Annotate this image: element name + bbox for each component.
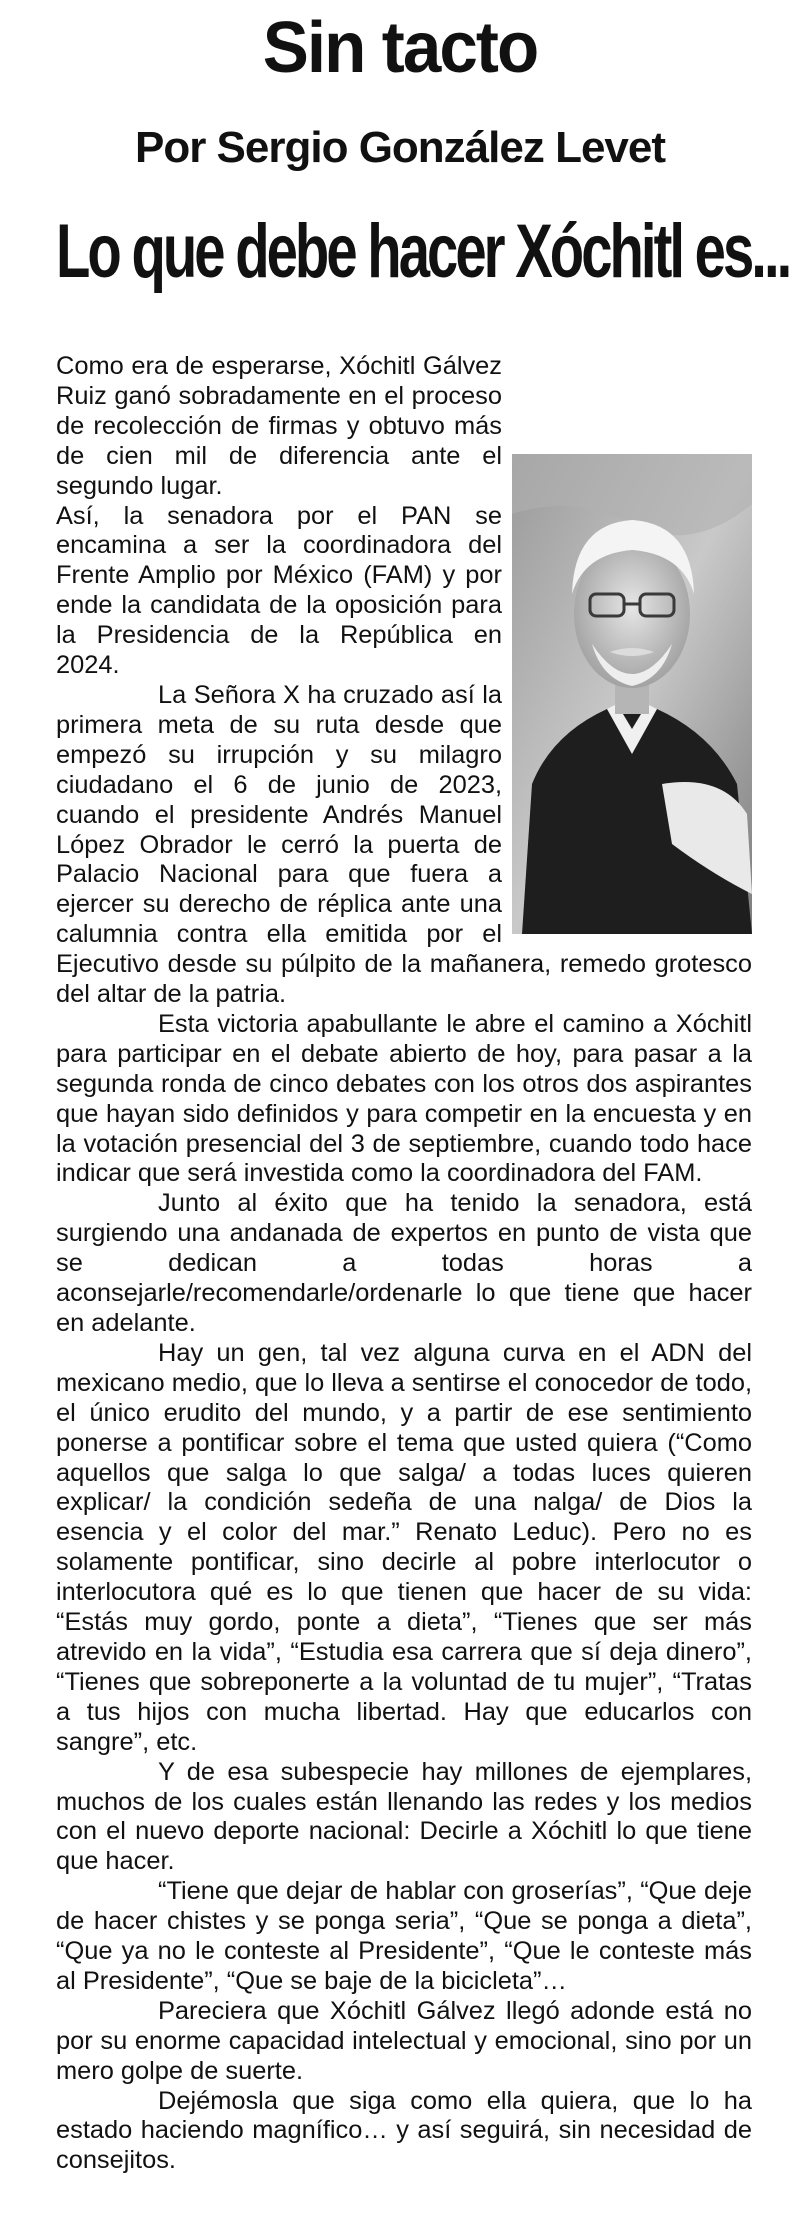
paragraph: Esta victoria apabullante le abre el camino a Xóchitl para participar en el debate abierto de hoy, para pasar a la segunda ronda de cinco debates con los otros dos aspirantes que hayan sido definidos y para competir en la encuesta y en la votación presencial del 3 de septiembre, cuando todo hace indicar que será investida como la coordinadora del FAM. — [56, 1009, 752, 1188]
paragraph: Y de esa subespecie hay millones de ejemplares, muchos de los cuales están llenando las redes y los medios con el nuevo deporte nacional: Decirle a Xóchitl lo que tiene que hacer. — [56, 1757, 752, 1876]
paragraph: “Tiene que dejar de hablar con groserías”, “Que deje de hacer chistes y se ponga seria”, “Que se ponga a dieta”, “Que ya no le conteste al Presidente”, “Que le conteste más al Presidente”, “Que se baje de la bicicleta”… — [56, 1877, 752, 1995]
author-byline: Por Sergio González Levet — [134, 123, 666, 172]
paragraph: Hay un gen, tal vez alguna curva en el ADN del mexicano medio, que lo lleva a sentirse el conocedor de todo, el único erudito del mundo, y a partir de ese sentimiento ponerse a pontificar sobre el tema que usted quiera (“Como aquellos que salga lo que salga/ a todas luces quieren explicar/ la condición sedeña de una nalga/ de Dios la esencia y el color del mar.” Renato Leduc). Pero no es solamente pontificar, sino decirle al pobre interlocutor o interlocutora qué es lo que tienen que hacer de su vida: “Estás muy gordo, ponte a dieta”, “Tienes que ser más atrevido en la vida”, “Estudia esa carrera que sí deja dinero”, “Tienes que sobreponerte a la voluntad de tu mujer”, “Tratas a tus hijos con mucha libertad. Hay que educarlos con sangre”, etc. — [56, 1338, 752, 1756]
paragraph: Así, la senadora por el PAN se encamina a ser la coordinadora del Frente Amplio por México (FAM) y por ende la candidata de la oposición para la Presidencia de la República en 2024. — [56, 501, 502, 680]
paragraph: Dejémosla que siga como ella quiera, que lo ha estado haciendo magnífico… y así seguirá, sin necesidad de consejitos. — [56, 2086, 752, 2175]
paragraph: Pareciera que Xóchitl Gálvez llegó adonde está no por su enorme capacidad intelectual y emocional, sino por un mero golpe de suerte. — [56, 1996, 752, 2085]
author-photo — [512, 454, 752, 934]
column-title: Sin tacto — [262, 8, 538, 88]
paragraph: Como era de esperarse, Xóchitl Gálvez Ruiz ganó sobradamente en el proceso de recolección de firmas y obtuvo más de cien mil de diferencia ante el segundo lugar. — [56, 352, 502, 500]
article-headline: Lo que debe hacer Xóchitl es... — [56, 209, 790, 294]
paragraph: La Señora X ha cruzado así la primera meta de su ruta desde que empezó su irrupción y su milagro ciudadano el 6 de junio de 2023, cuando el presidente Andrés Manuel López Obrador le cerró la puerta de Palacio Nacional para que fuera a ejercer su derecho de réplica ante una calumnia contra ella emitida por el Ejecutivo desde su púlpito de la mañanera, remedo grotesco del altar de la patria. — [56, 680, 752, 1009]
paragraph: Junto al éxito que ha tenido la senadora, está surgiendo una andanada de expertos en punto de vista que se dedican a todas horas a aconsejarle/recomendarle/ordenarle lo que tiene que hacer en adelante. — [56, 1189, 752, 1337]
article-body — [56, 352, 752, 2176]
